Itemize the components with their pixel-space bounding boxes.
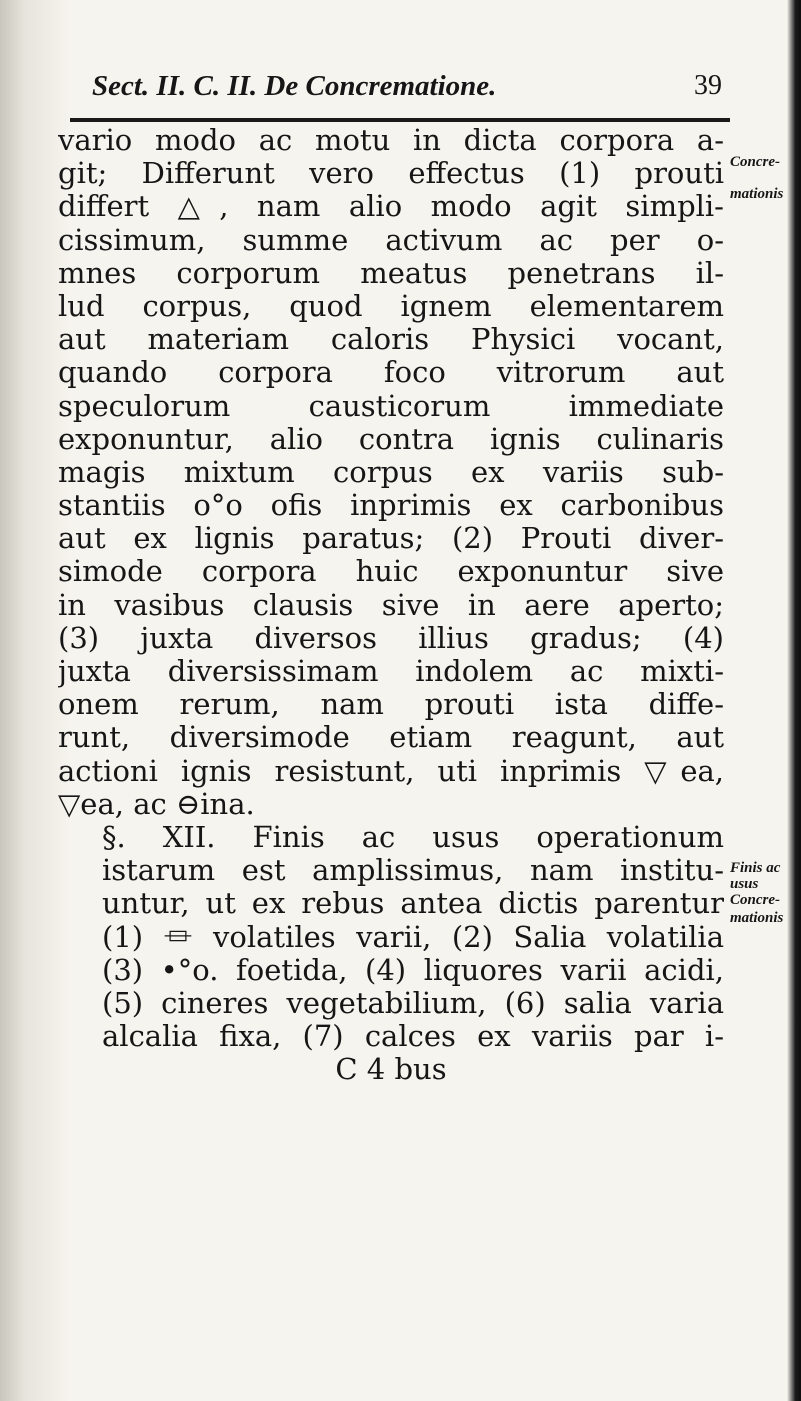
text-line: quando corpora foco vitrorum aut bbox=[58, 356, 724, 390]
text-line: stantiis o°o ofis inprimis ex carbonibus bbox=[58, 489, 724, 523]
marginal-note-line: Concre- bbox=[730, 154, 780, 170]
marginal-note-line: usus bbox=[730, 876, 759, 892]
text-line: mnes corporum meatus penetrans il- bbox=[58, 256, 724, 290]
header-rule bbox=[70, 118, 730, 122]
page-number: 39 bbox=[694, 70, 722, 101]
marginal-note-concrematio bbox=[730, 154, 800, 202]
text-line: juxta diversissimam indolem ac mixti- bbox=[58, 655, 724, 688]
text-line: magis mixtum corpus ex variis sub- bbox=[58, 455, 724, 489]
running-title: Sect. II. C. II. De Concrematione. bbox=[92, 70, 497, 102]
text-line: git; Differunt vero effectus (1) prouti bbox=[58, 157, 724, 191]
text-line: istarum est amplissimus, nam institu- bbox=[102, 854, 724, 888]
text-line: in vasibus clausis sive in aere aperto; bbox=[58, 588, 724, 622]
text-line: cissimum, summe activum ac per o- bbox=[58, 223, 724, 257]
text-line: lud corpus, quod ignem elementarem bbox=[58, 289, 724, 323]
catchword-line: C 4 bus bbox=[335, 1053, 447, 1087]
text-line: differt △, nam alio modo agit simpli- bbox=[58, 190, 724, 224]
marginal-note-line: Concre- bbox=[730, 892, 780, 908]
text-line: alcalia fixa, (7) calces ex variis par i- bbox=[102, 1020, 724, 1054]
text-line: actioni ignis resistunt, uti inprimis ▽ea, bbox=[58, 754, 724, 788]
text-line: untur, ut ex rebus antea dictis parentur bbox=[102, 887, 724, 921]
text-line: onem rerum, nam prouti ista diffe- bbox=[58, 688, 724, 722]
text-line: aut ex lignis paratus; (2) Prouti diver- bbox=[58, 522, 724, 556]
text-line: aut materiam caloris Physici vocant, bbox=[58, 323, 724, 357]
text-line: (5) cineres vegetabilium, (6) salia varia bbox=[102, 986, 724, 1020]
text-line: (1) ⏛ volatiles varii, (2) Salia volatilia bbox=[102, 920, 724, 954]
running-header bbox=[92, 64, 722, 114]
marginal-note-finis bbox=[730, 860, 800, 926]
text-line: ▽ea, ac ⊖ina. bbox=[58, 787, 255, 821]
body-text bbox=[58, 124, 724, 1086]
text-line: exponuntur, alio contra ignis culinaris bbox=[58, 422, 724, 456]
text-line: speculorum causticorum immediate bbox=[58, 389, 724, 423]
text-line: vario modo ac motu in dicta corpora a- bbox=[58, 124, 724, 157]
section-heading-line: §. XII. Finis ac usus operationum bbox=[102, 820, 724, 854]
marginal-note-line: Finis ac bbox=[730, 860, 781, 876]
page-edge-dark bbox=[787, 0, 801, 1401]
marginal-note-line: mationis bbox=[730, 910, 784, 926]
text-line: (3) juxta diversos illius gradus; (4) bbox=[58, 621, 724, 655]
text-line: (3) •°o. foetida, (4) liquores varii acidi, bbox=[102, 953, 724, 987]
marginal-note-line: mationis bbox=[730, 186, 784, 202]
text-line: runt, diversimode etiam reagunt, aut bbox=[58, 721, 724, 755]
text-line: simode corpora huic exponuntur sive bbox=[58, 555, 724, 589]
